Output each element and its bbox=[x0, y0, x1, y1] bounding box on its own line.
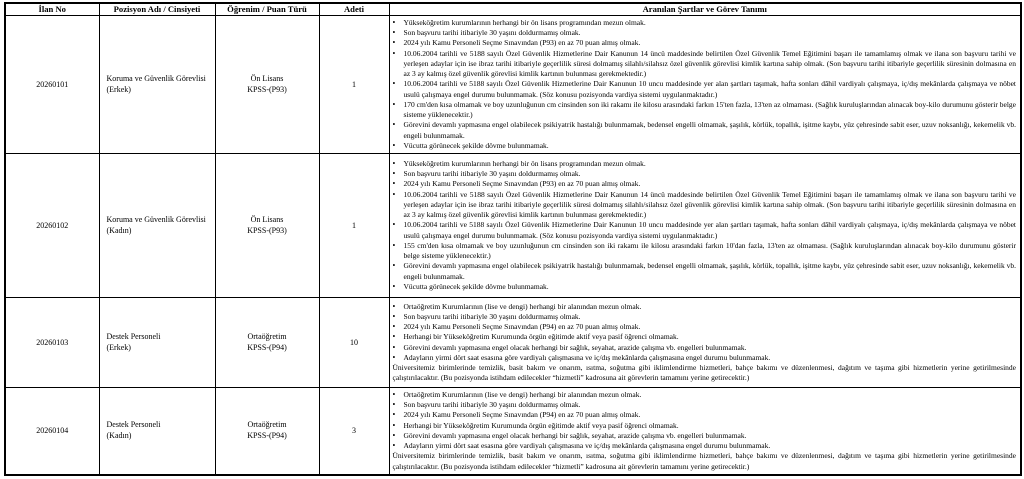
pozisyon-adi: Destek Personeli bbox=[106, 420, 161, 430]
requirement-item: • Ortaöğretim Kurumlarının (lise ve dengi) herhangi bir alanından mezun olmak. bbox=[393, 390, 1017, 400]
ogrenim-cell bbox=[215, 298, 319, 388]
ogrenim-value: Ön Lisans bbox=[250, 74, 284, 83]
pozisyon-cell bbox=[99, 298, 215, 388]
requirement-item: • 10.06.2004 tarihli ve 5188 sayılı Özel Güvenlik Hizmetlerine Dair Kanunun 10 uncu maddesinde yer alan şartları taşımak, hafta sonları dâhil vardiyalı çalışmaya, iç/dış mekânlarda çalışmaya ve nöbet usulü çalışmaya engel durumu bulunmamak. (Söz konusu pozisyonda vardiya sistemi uygulanmaktadır.) bbox=[393, 220, 1017, 241]
requirement-item: • Görevini devamlı yapmasına engel olabilecek psikiyatrik hastalığı bulunmamak, bedensel engelli olmamak, şaşılık, körlük, topallık, işitme kaybı, yüz çehresinde sabit eser, uzuv noksanlığı, kekemelik vb. engeli bulunmamak. bbox=[393, 120, 1017, 141]
requirement-item: • 2024 yılı Kamu Personeli Seçme Sınavından (P94) en az 70 puan almış olmak. bbox=[393, 322, 1017, 332]
ilan-no-value: 20260103 bbox=[5, 298, 99, 388]
requirements-list bbox=[393, 159, 1017, 292]
table-row-20260104 bbox=[5, 388, 1021, 475]
puan-turu-value: KPSS-(P94) bbox=[247, 342, 287, 352]
table-row-20260102 bbox=[5, 154, 1021, 298]
requirement-item: • Vücutta görünecek şekilde dövme bulunmamak. bbox=[393, 141, 1017, 151]
job-postings-table bbox=[4, 2, 1022, 476]
requirements-list bbox=[393, 302, 1017, 364]
puan-turu-value: KPSS-(P93) bbox=[247, 84, 287, 94]
pozisyon-text bbox=[100, 74, 215, 95]
ilan-no-value: 20260104 bbox=[5, 388, 99, 475]
col-header-sartlar: Aranılan Şartlar ve Görev Tanımı bbox=[389, 3, 1021, 16]
sartlar-cell bbox=[389, 16, 1021, 154]
table-header-row bbox=[5, 3, 1021, 16]
sartlar-cell bbox=[389, 388, 1021, 475]
sartlar-content bbox=[390, 17, 1021, 152]
pozisyon-text bbox=[100, 420, 215, 441]
requirement-item: • Son başvuru tarihi itibariyle 30 yaşını doldurmamış olmak. bbox=[393, 400, 1017, 410]
adet-value: 1 bbox=[319, 154, 389, 298]
ilan-no-value: 20260101 bbox=[5, 16, 99, 154]
sartlar-content bbox=[390, 389, 1021, 473]
col-header-adet: Adeti bbox=[319, 3, 389, 16]
ogrenim-value: Ön Lisans bbox=[250, 215, 284, 224]
adet-value: 1 bbox=[319, 16, 389, 154]
requirement-item: • Yükseköğretim kurumlarının herhangi bir ön lisans programından mezun olmak. bbox=[393, 18, 1017, 28]
puan-turu-value: KPSS-(P94) bbox=[247, 430, 287, 440]
requirement-item: • Herhangi bir Yükseköğretim Kurumunda örgün eğitimde aktif veya pasif öğrenci olmamak. bbox=[393, 421, 1017, 431]
cinsiyet: (Kadın) bbox=[106, 430, 132, 440]
table-row-20260101 bbox=[5, 16, 1021, 154]
requirement-item: • Görevini devamlı yapmasına engel olabilecek psikiyatrik hastalığı bulunmamak, bedensel engelli olmamak, şaşılık, körlük, topallık, işitme kaybı, yüz çehresinde sabit eser, uzuv noksanlığı, kekemelik vb. engeli bulunmamak. bbox=[393, 261, 1017, 282]
requirement-item: • Yükseköğretim kurumlarının herhangi bir ön lisans programından mezun olmak. bbox=[393, 159, 1017, 169]
pozisyon-adi: Destek Personeli bbox=[106, 332, 161, 341]
requirement-item: • Vücutta görünecek şekilde dövme bulunmamak. bbox=[393, 282, 1017, 292]
requirement-item: • 2024 yılı Kamu Personeli Seçme Sınavından (P94) en az 70 puan almış olmak. bbox=[393, 410, 1017, 420]
requirement-item: • Görevini devamlı yapmasına engel olacak herhangi bir sağlık, seyahat, arazide çalışma vb. engelleri bulunmamak. bbox=[393, 343, 1017, 353]
requirement-item: • 10.06.2004 tarihli ve 5188 sayılı Özel Güvenlik Hizmetlerine Dair Kanunun 14 üncü maddesinde belirtilen Özel Güvenlik Temel Eğitimini başarı ile tamamlamış olmak ve ilana son başvuru tarihi ve yerleşen adaylar için ise ibraz tarihi itibariyle geçerlilik süresi dolmamış silahlı/silahsız özel güvenlik görevlisi kimlik kartına sahip olmak. (Son başvuru tarihi itibariyle geçerlilik süresinin dolmasına en az 3 ay kalmış özel güvenlik görevlisi kimlik kartının bulunması gerekmektedir.) bbox=[393, 190, 1017, 221]
adet-value: 3 bbox=[319, 388, 389, 475]
requirement-item: • 10.06.2004 tarihli ve 5188 sayılı Özel Güvenlik Hizmetlerine Dair Kanunun 14 üncü maddesinde belirtilen Özel Güvenlik Temel Eğitimini başarı ile tamamlamış olmak ve ilana son başvuru tarihi ve yerleşen adaylar için ise ibraz tarihi itibariyle geçerlilik süresi dolmamış silahlı/silahsız özel güvenlik görevlisi kimlik kartına sahip olmak. (Son başvuru tarihi itibariyle geçerlilik süresinin dolmasına en az 3 ay kalmış özel güvenlik görevlisi kimlik kartının bulunması gerekmektedir.) bbox=[393, 49, 1017, 80]
pozisyon-text bbox=[100, 332, 215, 353]
pozisyon-text bbox=[100, 215, 215, 236]
table-row-20260103 bbox=[5, 298, 1021, 388]
ogrenim-value: Ortaöğretim bbox=[247, 332, 287, 341]
sartlar-cell bbox=[389, 154, 1021, 298]
pozisyon-cell bbox=[99, 16, 215, 154]
cinsiyet: (Erkek) bbox=[106, 342, 131, 352]
gorev-tanimi-note: Üniversitemiz birimlerinde temizlik, basit bakım ve onarım, ısıtma, soğutma gibi iklimlendirme hizmetleri, bahçe bakımı ve düzenlenmesi, dağıtım ve taşıma gibi hizmetlerin yerine getirilmesinde çalıştırılacaktır. (Bu pozisyonda istihdam edilecekler “hizmetli” kadrosuna ait görevlerin tamamını yerine getirecektir.) bbox=[392, 363, 1016, 383]
sartlar-content bbox=[390, 301, 1021, 385]
cinsiyet: (Kadın) bbox=[106, 225, 132, 235]
ogrenim-value: Ortaöğretim bbox=[247, 420, 287, 430]
cinsiyet: (Erkek) bbox=[106, 84, 131, 94]
ogrenim-cell bbox=[215, 154, 319, 298]
ogrenim-cell bbox=[215, 388, 319, 475]
ogrenim-cell bbox=[215, 16, 319, 154]
gorev-tanimi-note: Üniversitemiz birimlerinde temizlik, basit bakım ve onarım, ısıtma, soğutma gibi iklimlendirme hizmetleri, bahçe bakımı ve düzenlenmesi, dağıtım ve taşıma gibi hizmetlerin yerine getirilmesinde çalıştırılacaktır. (Bu pozisyonda istihdam edilecekler “hizmetli” kadrosuna ait görevlerin tamamını yerine getirecektir.) bbox=[392, 451, 1016, 471]
col-header-ogrenim: Öğrenim / Puan Türü bbox=[215, 3, 319, 16]
requirement-item: • Adayların yirmi dört saat esasına göre vardiyalı çalışmasına ve iç/dış mekânlarda çalışmasına engel durumu bulunmamak. bbox=[393, 441, 1017, 451]
requirement-item: • Ortaöğretim Kurumlarının (lise ve dengi) herhangi bir alanından mezun olmak. bbox=[393, 302, 1017, 312]
ilan-no-value: 20260102 bbox=[5, 154, 99, 298]
requirement-item: • 2024 yılı Kamu Personeli Seçme Sınavından (P93) en az 70 puan almış olmak. bbox=[393, 38, 1017, 48]
pozisyon-cell bbox=[99, 154, 215, 298]
requirement-item: • 2024 yılı Kamu Personeli Seçme Sınavından (P93) en az 70 puan almış olmak. bbox=[393, 179, 1017, 189]
pozisyon-cell bbox=[99, 388, 215, 475]
requirement-item: • 155 cm'den kısa olmamak ve boy uzunluğunun cm cinsinden son iki rakamı ile kilosu arasındaki farkın 10'dan fazla, 13'ten az olmaması. (Sağlık kuruluşlarından alınacak boy-kilo durumunu gösterir belge sisteme yüklenecektir.) bbox=[393, 241, 1017, 262]
requirements-list bbox=[393, 18, 1017, 151]
requirement-item: • Son başvuru tarihi itibariyle 30 yaşını doldurmamış olmak. bbox=[393, 312, 1017, 322]
col-header-pozisyon: Pozisyon Adı / Cinsiyeti bbox=[99, 3, 215, 16]
requirement-item: • Adayların yirmi dört saat esasına göre vardiyalı çalışmasına ve iç/dış mekânlarda çalışmasına engel durumu bulunmamak. bbox=[393, 353, 1017, 363]
requirement-item: • Son başvuru tarihi itibariyle 30 yaşını doldurmamış olmak. bbox=[393, 169, 1017, 179]
requirement-item: • Son başvuru tarihi itibariyle 30 yaşını doldurmamış olmak. bbox=[393, 28, 1017, 38]
puan-turu-value: KPSS-(P93) bbox=[247, 225, 287, 235]
requirements-list bbox=[393, 390, 1017, 452]
requirement-item: • Görevini devamlı yapmasına engel olacak herhangi bir sağlık, seyahat, arazide çalışma vb. engelleri bulunmamak. bbox=[393, 431, 1017, 441]
sartlar-cell bbox=[389, 298, 1021, 388]
requirement-item: • Herhangi bir Yükseköğretim Kurumunda örgün eğitimde aktif veya pasif öğrenci olmamak. bbox=[393, 332, 1017, 342]
requirement-item: • 10.06.2004 tarihli ve 5188 sayılı Özel Güvenlik Hizmetlerine Dair Kanunun 10 uncu maddesinde yer alan şartları taşımak, hafta sonları dâhil vardiyalı çalışmaya, iç/dış mekânlarda çalışmaya ve nöbet usulü çalışmaya engel durumu bulunmamak. (Söz konusu pozisyonda vardiya sistemi uygulanmaktadır.) bbox=[393, 79, 1017, 100]
sartlar-content bbox=[390, 158, 1021, 293]
requirement-item: • 170 cm'den kısa olmamak ve boy uzunluğunun cm cinsinden son iki rakamı ile kilosu arasındaki farkın 15'ten fazla, 13'ten az olmaması. (Sağlık kuruluşlarından alınacak boy-kilo durumunu gösterir belge sisteme yüklenecektir.) bbox=[393, 100, 1017, 121]
pozisyon-adi: Koruma ve Güvenlik Görevlisi bbox=[106, 215, 206, 224]
adet-value: 10 bbox=[319, 298, 389, 388]
pozisyon-adi: Koruma ve Güvenlik Görevlisi bbox=[106, 74, 206, 83]
col-header-ilan-no: İlan No bbox=[5, 3, 99, 16]
